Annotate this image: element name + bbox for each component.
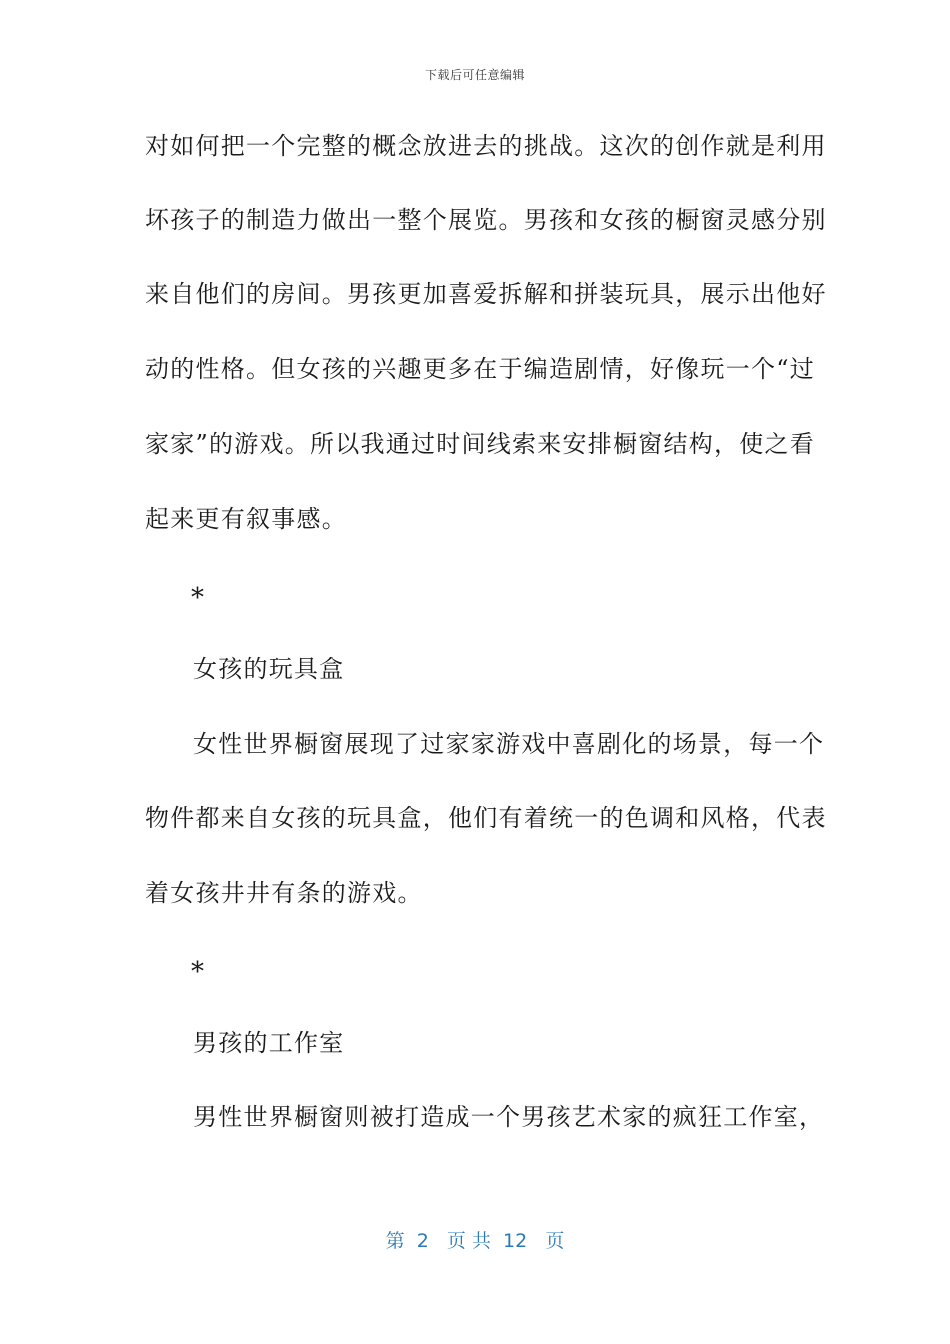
- paragraph-line: 动的性格。但女孩的兴趣更多在于编造剧情，好像玩一个“过: [145, 355, 816, 383]
- paragraph-line: 起来更有叙事感。: [145, 505, 347, 533]
- paragraph-line: 物件都来自女孩的玩具盒，他们有着统一的色调和风格，代表: [145, 804, 827, 832]
- paragraph-line: 家家”的游戏。所以我通过时间线索来安排橱窗结构，使之看: [145, 430, 816, 458]
- section-heading: 男孩的工作室: [193, 1029, 345, 1057]
- page-number: 第 2 页 共 12 页: [385, 1230, 565, 1252]
- section-separator: *: [191, 957, 204, 987]
- paragraph-line: 男性世界橱窗则被打造成一个男孩艺术家的疯狂工作室，: [193, 1103, 825, 1131]
- paragraph-line: 着女孩井井有条的游戏。: [145, 879, 423, 907]
- section-separator: *: [191, 583, 204, 613]
- paragraph-line: 对如何把一个完整的概念放进去的挑战。这次的创作就是利用: [145, 132, 827, 160]
- section-heading: 女孩的玩具盒: [193, 655, 345, 683]
- page-header: 下载后可任意编辑: [424, 68, 525, 82]
- paragraph-line: 来自他们的房间。男孩更加喜爱拆解和拼装玩具，展示出他好: [145, 280, 827, 308]
- paragraph-line: 女性世界橱窗展现了过家家游戏中喜剧化的场景，每一个: [193, 730, 825, 758]
- paragraph-line: 坏孩子的制造力做出一整个展览。男孩和女孩的橱窗灵感分别: [145, 206, 827, 234]
